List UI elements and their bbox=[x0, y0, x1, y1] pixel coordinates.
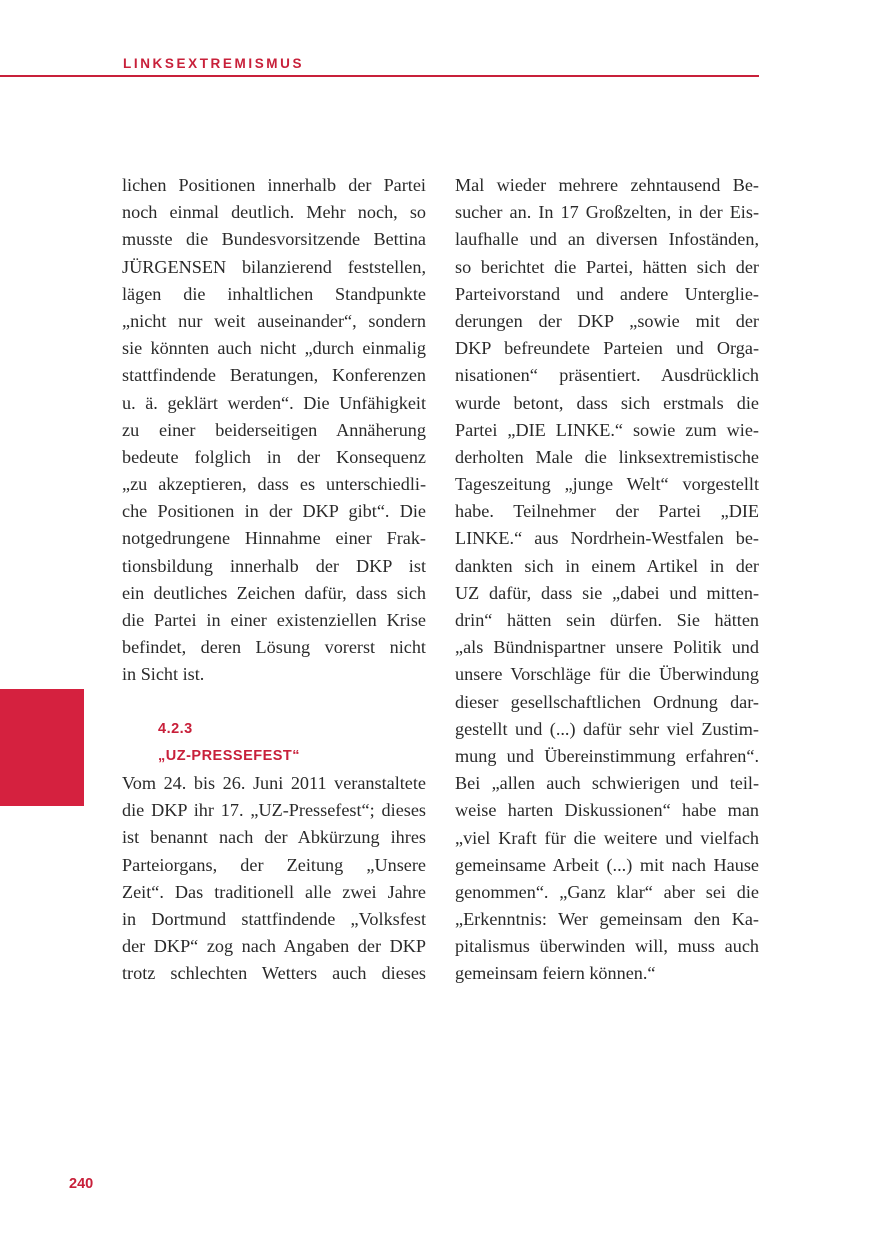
text-line: „nicht nur weit auseinander“, sondern bbox=[122, 310, 426, 331]
text-line: die Partei in einer existenziellen Krise bbox=[122, 610, 426, 630]
text-line: ein deutliches Zeichen dafür, dass sich bbox=[122, 582, 426, 603]
text-line: Partei „DIE LINKE.“ sowie zum wie- bbox=[455, 419, 759, 440]
text-line: gemeinsame Arbeit (...) mit nach Hause bbox=[455, 854, 759, 875]
text-line: derungen der DKP „sowie mit der bbox=[455, 310, 759, 331]
left-column bbox=[122, 172, 426, 987]
text-line: dieser gesellschaftlichen Ordnung dar- bbox=[455, 691, 759, 712]
text-line: Parteivorstand und andere Unterglie- bbox=[455, 283, 759, 304]
text-line: in Dortmund stattfindende „Volksfest bbox=[122, 908, 426, 929]
left-paragraph-1 bbox=[122, 172, 426, 689]
text-line: trotz schlechten Wetters auch dieses bbox=[122, 963, 426, 984]
text-line: stattfindende Beratungen, Konferenzen bbox=[122, 365, 426, 386]
text-line: UZ dafür, dass sie „dabei und mitten- bbox=[455, 582, 759, 603]
text-line: nisationen“ präsentiert. Ausdrücklich bbox=[455, 365, 759, 386]
text-line: zu einer beiderseitigen Annäherung bbox=[122, 419, 426, 440]
text-line: habe. Teilnehmer der Partei „DIE bbox=[455, 501, 759, 522]
text-line: lägen die inhaltlichen Standpunkte bbox=[122, 283, 426, 304]
text-line: lichen Positionen innerhalb der Partei bbox=[122, 175, 426, 195]
text-line: drin“ hätten sein dürfen. Sie hätten bbox=[455, 610, 759, 630]
text-line: so berichtet die Partei, hätten sich der bbox=[455, 256, 759, 277]
chapter-side-tab bbox=[0, 689, 84, 806]
left-paragraph-2 bbox=[122, 770, 426, 988]
text-line: ist benannt nach der Abkürzung ihres bbox=[122, 827, 426, 848]
text-line: mung und Übereinstimmung erfahren“. bbox=[455, 745, 759, 766]
text-line: DKP befreundete Parteien und Orga- bbox=[455, 338, 759, 359]
text-line: sie könnten auch nicht „durch einmalig bbox=[122, 338, 426, 359]
text-line: che Positionen in der DKP gibt“. Die bbox=[122, 501, 426, 522]
page-number: 240 bbox=[69, 1176, 94, 1192]
text-line: u. ä. geklärt werden“. Die Unfähigkeit bbox=[122, 392, 426, 413]
text-line: genommen“. „Ganz klar“ aber sei die bbox=[455, 881, 759, 902]
text-line: Bei „allen auch schwierigen und teil- bbox=[455, 773, 759, 794]
text-line: noch einmal deutlich. Mehr noch, so bbox=[122, 202, 426, 223]
text-line: gestellt und (...) dafür sehr viel Zustim- bbox=[455, 718, 759, 739]
text-line: LINKE.“ aus Nordrhein-Westfalen be- bbox=[455, 528, 759, 549]
text-line: bedeute folglich in der Konsequenz bbox=[122, 446, 426, 467]
text-line: Zeit“. Das traditionell alle zwei Jahre bbox=[122, 881, 426, 902]
text-line: wurde betont, dass sich erstmals die bbox=[455, 392, 759, 413]
text-line: die DKP ihr 17. „UZ-Pressefest“; dieses bbox=[122, 800, 426, 821]
section-heading: „UZ-PRESSEFEST“ bbox=[158, 747, 301, 764]
section-number: 4.2.3 bbox=[158, 720, 193, 737]
right-paragraph bbox=[455, 172, 759, 988]
text-line: „viel Kraft für die weitere und vielfach bbox=[455, 827, 759, 848]
text-line: dankten sich in einem Artikel in der bbox=[455, 555, 759, 576]
text-line: laufhalle und an diversen Infoständen, bbox=[455, 229, 759, 250]
text-line: pitalismus überwinden will, muss auch bbox=[455, 936, 759, 957]
text-line: der DKP“ zog nach Angaben der DKP bbox=[122, 936, 426, 957]
text-line: befindet, deren Lösung vorerst nicht bbox=[122, 637, 426, 658]
header-rule bbox=[0, 75, 759, 77]
text-line: Mal wieder mehrere zehntausend Be- bbox=[455, 175, 759, 195]
text-line: „Erkenntnis: Wer gemeinsam den Ka- bbox=[455, 909, 759, 930]
text-line: Parteiorgans, der Zeitung „Unsere bbox=[122, 854, 426, 875]
text-line: sucher an. In 17 Großzelten, in der Eis- bbox=[455, 202, 759, 223]
text-line: derholten Male die linksextremistische bbox=[455, 446, 759, 467]
text-line: JÜRGENSEN bilanzierend feststellen, bbox=[122, 256, 426, 277]
text-line: tionsbildung innerhalb der DKP ist bbox=[122, 555, 426, 576]
text-line: gemeinsam feiern können.“ bbox=[455, 963, 656, 984]
running-head-title: LINKSEXTREMISMUS bbox=[123, 56, 305, 71]
text-line: weise harten Diskussionen“ habe man bbox=[455, 800, 759, 821]
section-spacer bbox=[122, 689, 426, 716]
text-line: „als Bündnispartner unsere Politik und bbox=[455, 637, 759, 658]
text-line: Vom 24. bis 26. Juni 2011 veranstaltete bbox=[122, 772, 426, 793]
right-column bbox=[455, 172, 759, 988]
text-line: unsere Vorschläge für die Überwindung bbox=[455, 664, 759, 685]
text-line: notgedrungene Hinnahme einer Frak- bbox=[122, 528, 426, 549]
text-line: in Sicht ist. bbox=[122, 664, 205, 685]
text-line: „zu akzeptieren, dass es unterschiedli- bbox=[122, 474, 426, 495]
text-line: Tageszeitung „junge Welt“ vorgestellt bbox=[455, 474, 759, 495]
text-line: musste die Bundesvorsitzende Bettina bbox=[122, 229, 426, 250]
